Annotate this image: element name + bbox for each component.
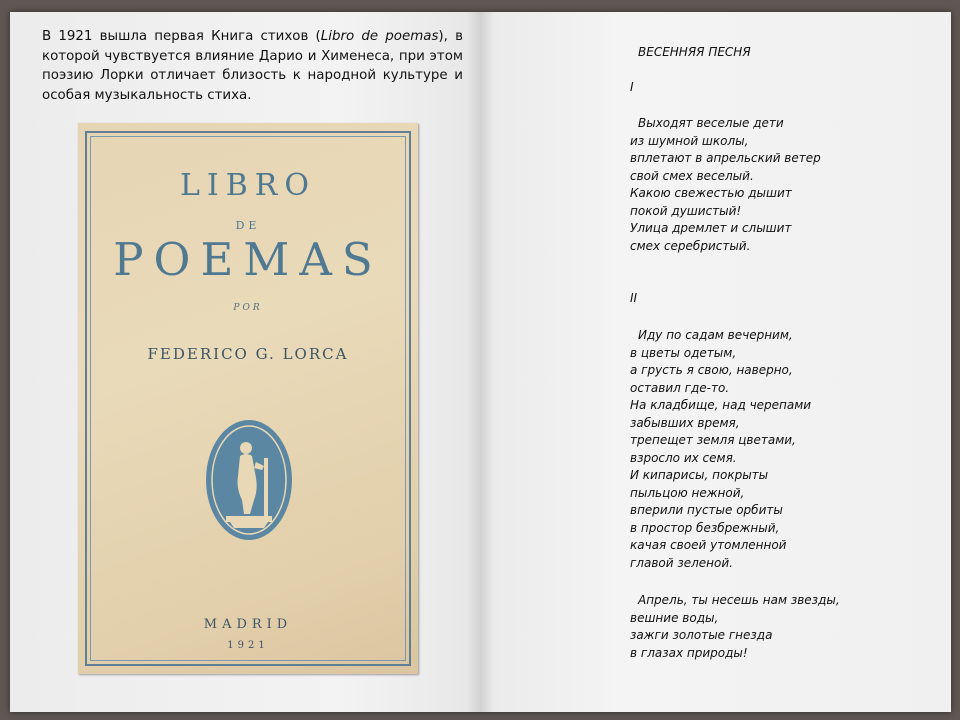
poem-title: ВЕСЕННЯЯ ПЕСНЯ (638, 45, 751, 59)
right-page (480, 12, 951, 712)
poem-line: пыльцою нежной, (630, 485, 745, 500)
medallion-figure-icon (204, 418, 294, 542)
poem-line: из шумной школы, (630, 133, 749, 148)
poem-line: в цветы одетым, (630, 345, 737, 360)
poem-line: смех серебристый. (630, 238, 751, 253)
poem-line: И кипарисы, покрыты (630, 468, 769, 482)
cover-title-poemas: POEMAS (113, 233, 383, 286)
cover-city: MADRID (203, 617, 293, 632)
cover-por: POR (233, 303, 263, 313)
poem-line: На кладбище, над черепами (630, 398, 812, 412)
poem-line: трепещет земля цветами, (630, 433, 796, 447)
intro-paragraph (42, 27, 463, 105)
poem-line: качая своей утомленной (630, 538, 787, 552)
poem-line: Какою свежестью дышит (630, 186, 792, 200)
poem-line: а грусть я свою, наверно, (630, 363, 793, 377)
poem-line: вперили пустые орбиты (630, 503, 783, 517)
poem-line: забывших время, (630, 415, 740, 430)
intro-text-end: ), в которой чувствуется влияние Дарио и Хименеса, при этом поэзию Лорки отличает близость к народной культуре и особая музыкальность стиха. (42, 29, 463, 103)
poem-part-2-number: II (630, 291, 638, 305)
intro-book-title: Libro de poemas (320, 29, 439, 44)
poem-line: Иду по садам вечерним, (638, 328, 793, 342)
left-page (10, 12, 480, 712)
poem-line: главой зеленой. (630, 555, 733, 570)
poem-line: в простор безбрежный, (630, 520, 780, 535)
poem-line: в глазах природы! (630, 645, 748, 660)
cover-year: 1921 (227, 640, 269, 651)
poem-part-1-number: I (630, 80, 634, 94)
poem-line: свой смех веселый. (630, 168, 754, 183)
poem-line: Апрель, ты несешь нам звезды, (638, 593, 840, 607)
poem-line: Улица дремлет и слышит (630, 221, 792, 235)
cover-author: FEDERICO G. LORCA (147, 345, 349, 363)
poem-line: покой душистый! (630, 203, 742, 218)
cover-title-libro: LIBRO (179, 168, 316, 203)
poem-line: вплетают в апрельский ветер (630, 151, 821, 165)
poem-line: оставил где-то. (630, 380, 730, 395)
book-cover-image (78, 123, 418, 674)
poem-line: вешние воды, (630, 610, 719, 625)
poem-line: взросло их семя. (630, 450, 737, 465)
intro-text-start: В 1921 вышла первая Книга стихов ( (42, 29, 321, 44)
poem-line: зажги золотые гнезда (630, 628, 773, 642)
cover-border-inner (90, 136, 406, 661)
open-book (10, 12, 951, 712)
poem-line: Выходят веселые дети (638, 116, 784, 130)
cover-title-de: DE (235, 219, 261, 232)
